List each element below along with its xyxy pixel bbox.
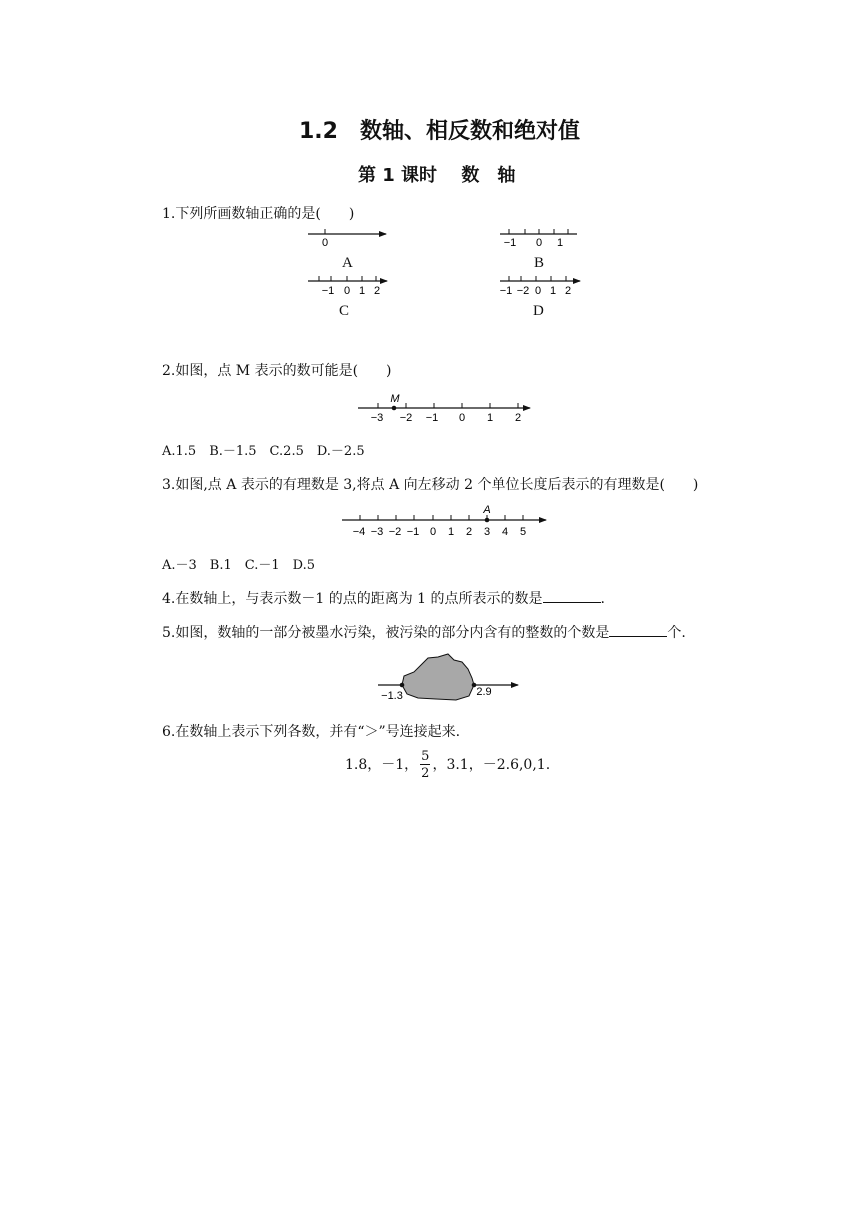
right-point-label: 2.9 <box>476 686 492 698</box>
question-5-text: 5.如图，数轴的一部分被墨水污染，被污染的部分内含有的整数的个数是 <box>162 625 610 641</box>
point-m-label: M <box>390 393 400 405</box>
tick-label: 0 <box>343 285 351 297</box>
tick-label: 1 <box>556 237 564 249</box>
tick-label: 0 <box>534 285 542 297</box>
tick-label: 0 <box>458 412 466 424</box>
left-point <box>400 683 405 688</box>
point-a-label: A <box>483 504 491 516</box>
question-5-stained-number-line <box>370 648 530 704</box>
tick-label: −2 <box>399 412 413 424</box>
tick-label: 1 <box>358 285 366 297</box>
question-4-stem <box>162 588 605 608</box>
question-5-end: 个. <box>667 625 686 641</box>
question-3-stem: 3.如图,点 A 表示的有理数是 3,将点 A 向左移动 2 个单位长度后表示的有理数是( ) <box>162 477 699 493</box>
tick-label: 0 <box>321 237 329 249</box>
left-point-label: −1.3 <box>381 690 403 702</box>
tick-label: −3 <box>370 526 384 538</box>
tick-label: 1 <box>447 526 455 538</box>
point-m <box>392 406 397 411</box>
tick-label: 4 <box>501 526 509 538</box>
tick-label: 5 <box>519 526 527 538</box>
question-4-text: 4.在数轴上，与表示数－1 的点的距离为 1 的点所表示的数是 <box>162 591 543 607</box>
fraction-five-halves <box>420 750 430 780</box>
question-3-number-line <box>336 502 556 540</box>
tick-label: −1 <box>406 526 420 538</box>
option-d-label: D <box>533 303 544 319</box>
tick-label: 2 <box>373 285 381 297</box>
numbers-before-fraction: 1.8，－1， <box>345 757 419 773</box>
tick-label: 2 <box>465 526 473 538</box>
option-a-number-line <box>308 229 386 249</box>
tick-label: 2 <box>514 412 522 424</box>
point-a <box>485 518 490 523</box>
question-5-stem <box>162 622 686 642</box>
page-title: 1.2 数轴、相反数和绝对值 <box>299 119 580 144</box>
tick-label: −4 <box>352 526 366 538</box>
tick-label: −1 <box>425 412 439 424</box>
answer-blank[interactable] <box>543 590 601 603</box>
question-4-end: . <box>600 591 605 607</box>
question-6-stem: 6.在数轴上表示下列各数，并有“＞”号连接起来. <box>162 724 461 740</box>
tick-label: −2 <box>388 526 402 538</box>
numbers-after-fraction: ，3.1，－2.6,0,1. <box>432 757 551 773</box>
lesson-subtitle: 第 1 课时 数 轴 <box>358 165 516 186</box>
tick-label: −2 <box>516 285 530 297</box>
question-6-numbers <box>345 750 550 780</box>
question-2-stem: 2.如图，点 M 表示的数可能是( ) <box>162 363 392 379</box>
tick-label: 1 <box>486 412 494 424</box>
question-2-options: A.1.5 B.－1.5 C.2.5 D.－2.5 <box>162 444 365 459</box>
tick-label: 2 <box>564 285 572 297</box>
question-1-stem: 1.下列所画数轴正确的是( ) <box>162 206 355 222</box>
ink-stain <box>402 654 474 700</box>
tick-label: −1 <box>499 285 513 297</box>
answer-blank[interactable] <box>609 624 667 637</box>
option-b-label: B <box>534 255 545 271</box>
tick-label: −1 <box>321 285 335 297</box>
fraction-numerator: 5 <box>421 749 430 764</box>
tick-label: 1 <box>549 285 557 297</box>
tick-label: 3 <box>483 526 491 538</box>
tick-label: 0 <box>535 237 543 249</box>
question-2-number-line <box>350 390 540 426</box>
option-a-label: A <box>342 255 353 271</box>
question-3-options: A.－3 B.1 C.－1 D.5 <box>162 558 315 573</box>
option-d-number-line <box>500 276 580 297</box>
option-c-number-line <box>308 276 387 297</box>
tick-label: −1 <box>503 237 517 249</box>
option-b-number-line <box>500 229 577 249</box>
tick-label: 0 <box>429 526 437 538</box>
fraction-denominator: 2 <box>421 766 430 781</box>
option-c-label: C <box>339 303 350 319</box>
tick-label: −3 <box>370 412 384 424</box>
